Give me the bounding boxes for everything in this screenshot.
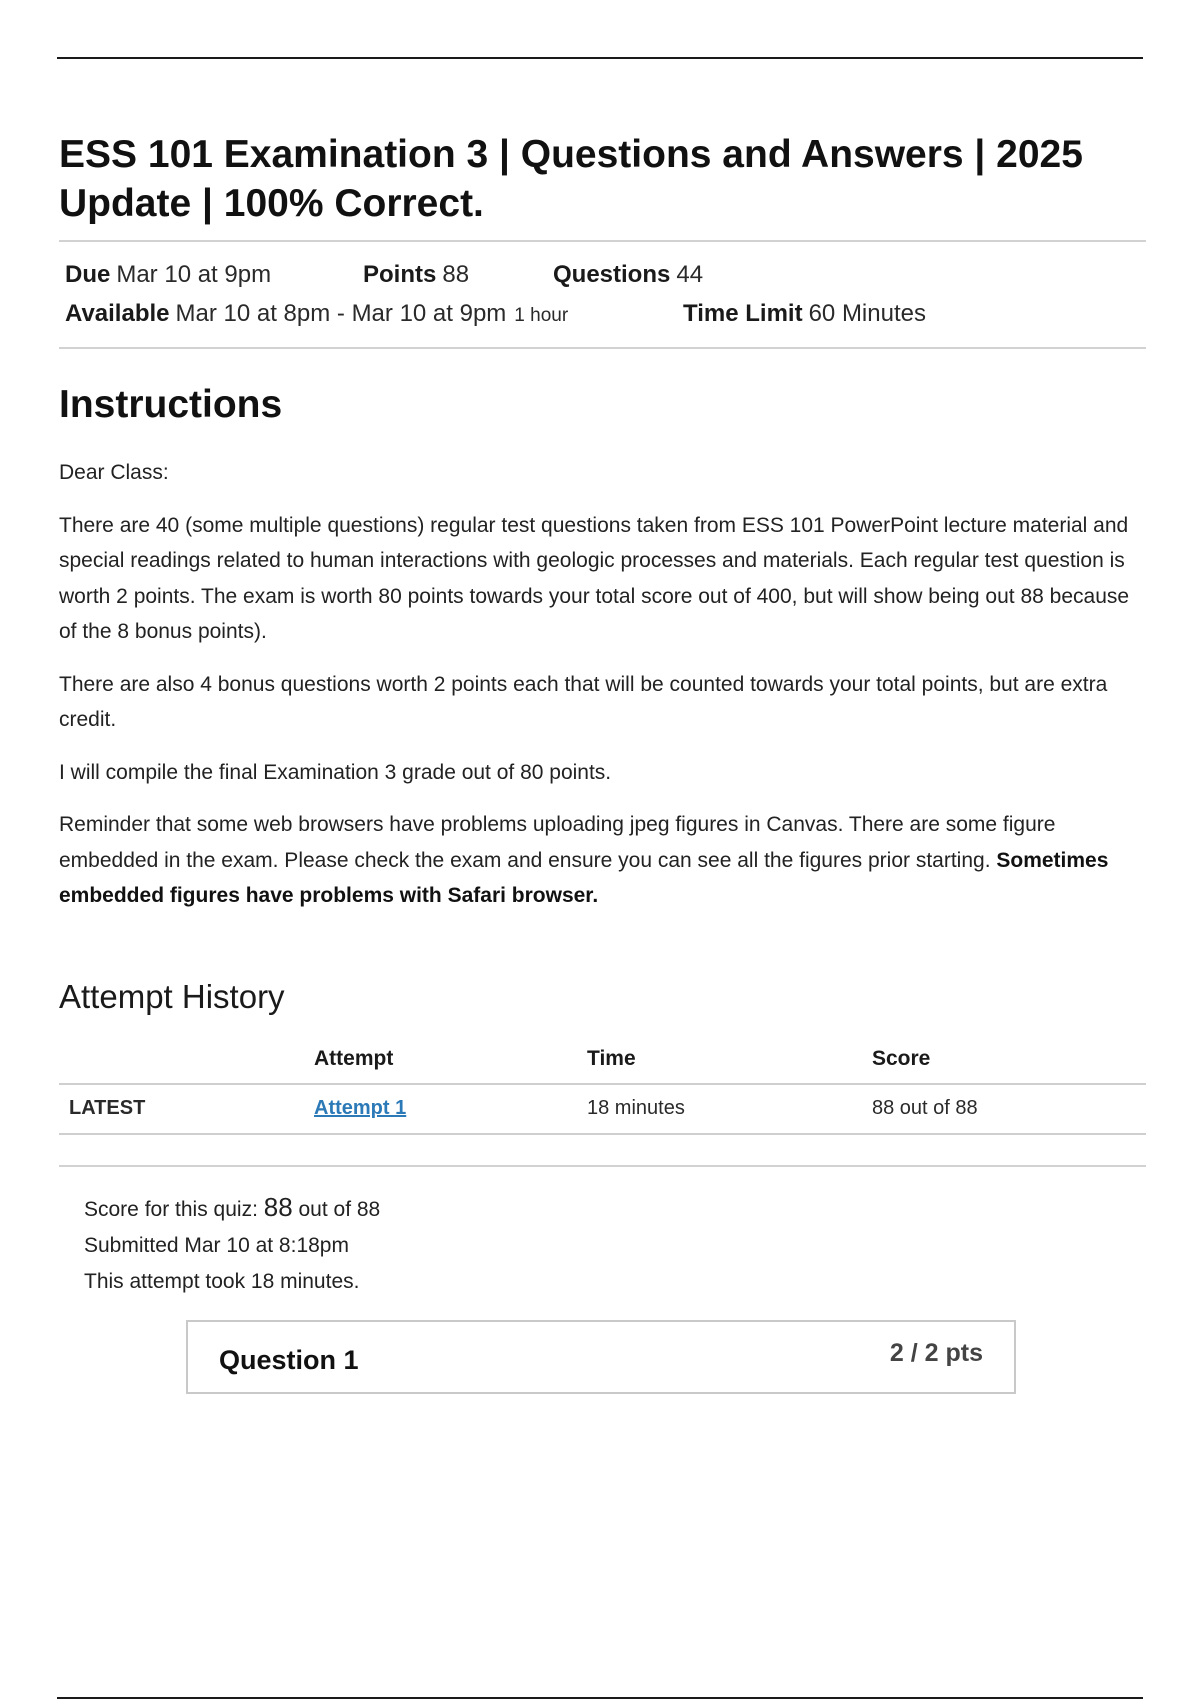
attempt-duration-line: This attempt took 18 minutes.	[84, 1269, 360, 1293]
instructions-paragraph: There are 40 (some multiple questions) regular test questions taken from ESS 101 PowerPoint lecture material and special readings related to human interactions with geologic processes and materials. Each regular test question is worth 2 points. The exam is worth 80 points towards your total score out of 400, but will show being out 88 because of the 8 bonus points).	[59, 513, 1130, 643]
quiz-score-line	[84, 1189, 1146, 1228]
instructions-greeting: Dear Class:	[59, 461, 169, 484]
instructions-paragraph: There are also 4 bonus questions worth 2 points each that will be counted towards your total points, but are extra credit.	[59, 672, 1108, 731]
instructions-heading: Instructions	[59, 383, 283, 426]
detail-questions	[553, 255, 703, 294]
quiz-details	[59, 242, 1146, 347]
column-header-attempt: Attempt	[313, 1035, 586, 1084]
questions-label: Questions	[553, 261, 671, 288]
details-row-1	[65, 255, 1146, 294]
instructions-paragraph-reminder	[59, 807, 1146, 914]
table-header-row	[59, 1035, 1146, 1084]
score-prefix: Score for this quiz:	[84, 1197, 264, 1221]
available-value: Mar 10 at 8pm - Mar 10 at 9pm	[175, 300, 507, 327]
question-title: Question 1	[219, 1344, 359, 1375]
time-cell: 18 minutes	[586, 1084, 871, 1134]
instructions-body	[59, 455, 1146, 914]
points-label: Points	[363, 261, 437, 288]
questions-value: 44	[676, 261, 704, 288]
table-row	[59, 1084, 1146, 1134]
question-header	[186, 1320, 1016, 1394]
score-suffix: out of 88	[292, 1197, 381, 1221]
column-header-time: Time	[586, 1035, 871, 1084]
details-row-2	[65, 294, 1146, 335]
details-bottom-divider	[59, 347, 1146, 349]
bottom-rule	[57, 1697, 1143, 1699]
question-points: 2 / 2 pts	[889, 1338, 983, 1367]
instructions-paragraph: I will compile the final Examination 3 grade out of 80 points.	[59, 760, 612, 784]
score-value: 88	[263, 1191, 293, 1222]
quiz-score-summary	[59, 1189, 1146, 1300]
submitted-line: Submitted Mar 10 at 8:18pm	[84, 1233, 349, 1257]
score-cell: 88 out of 88	[871, 1084, 1146, 1134]
latest-badge: LATEST	[59, 1084, 313, 1134]
detail-points	[363, 255, 553, 294]
safari-warning: Sometimes embedded figures have problems with Safari browser.	[59, 848, 1109, 907]
detail-due	[65, 255, 363, 294]
score-divider	[59, 1165, 1146, 1167]
top-rule	[57, 57, 1143, 59]
detail-available	[65, 294, 683, 335]
detail-time-limit	[683, 294, 926, 335]
time-limit-value: 60 Minutes	[808, 300, 926, 327]
available-label: Available	[65, 300, 170, 327]
reminder-text: Reminder that some web browsers have problems uploading jpeg figures in Canvas. There are some figure embedded in the exam. Please check the exam and ensure you can see all the figures prior starting.	[59, 813, 1056, 872]
column-header-label	[59, 1035, 313, 1084]
attempt-history-table	[59, 1035, 1146, 1135]
available-duration: 1 hour	[514, 305, 569, 326]
time-limit-label: Time Limit	[683, 300, 803, 327]
attempt-cell	[313, 1084, 586, 1134]
attempt-1-link[interactable]: Attempt 1	[314, 1097, 407, 1119]
page-title: ESS 101 Examination 3 | Questions and Answers | 2025 Update | 100% Correct.	[59, 133, 1083, 225]
due-label: Due	[65, 261, 111, 288]
quiz-page	[59, 130, 1146, 1394]
due-value: Mar 10 at 9pm	[116, 261, 272, 288]
attempt-history-heading: Attempt History	[59, 977, 285, 1015]
column-header-score: Score	[871, 1035, 1146, 1084]
points-value: 88	[442, 261, 470, 288]
